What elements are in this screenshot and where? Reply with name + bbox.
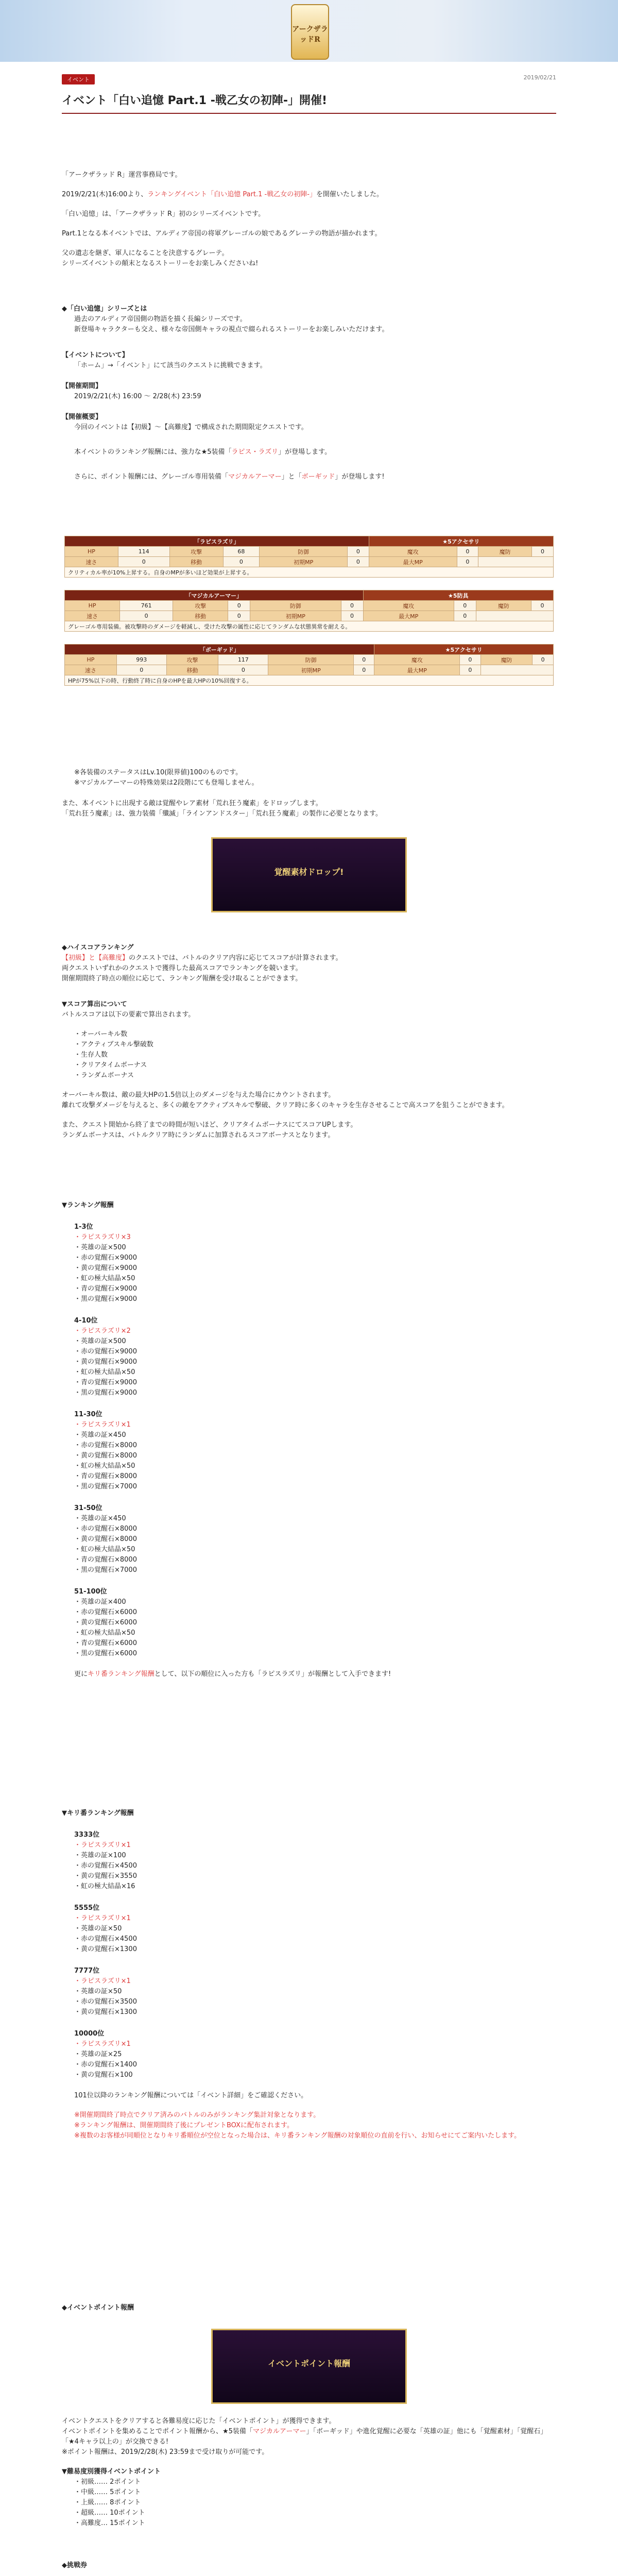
stat-item-type: ★5防具 bbox=[363, 590, 553, 601]
stat-cell: 防御 bbox=[250, 601, 341, 611]
bogid-link[interactable]: ボーギッド bbox=[301, 473, 335, 481]
rank-reward-item: ・英雄の証×500 bbox=[74, 1244, 126, 1251]
event-point-l2-hl[interactable]: マジカルアーマー bbox=[252, 2428, 306, 2435]
highscore-l1-post: のクエストでは、バトルのクリア内容に応じてスコアが計算されます。 bbox=[129, 954, 342, 962]
stat-cell: 攻撃 bbox=[169, 547, 223, 557]
stat-cell: 速さ bbox=[65, 611, 120, 621]
rank-reward-item: ・黄の覚醒石×3550 bbox=[74, 1872, 137, 1880]
drop-banner[interactable] bbox=[211, 837, 407, 912]
rank-reward-item: ・黒の覚醒石×9000 bbox=[74, 1295, 137, 1303]
rank-accent-reward: ・ラピスラズリ×2 bbox=[74, 1327, 131, 1335]
score-calc-d4: ランダムボーナスは、バトルクリア時にランダムに加算されるスコアボーナスとなります。 bbox=[62, 1131, 335, 1139]
material-note-l1: また、本イベントに出現する敵は覚醒やレア素材「荒れ狂う魔素」をドロップします。 bbox=[62, 800, 322, 807]
rank-reward-item: ・黄の覚醒石×8000 bbox=[74, 1535, 137, 1543]
material-note bbox=[62, 799, 556, 819]
stat-cell: 0 bbox=[218, 665, 268, 675]
rank-reward-item: ・赤の覚醒石×9000 bbox=[74, 1348, 137, 1355]
stat-cell: 魔攻 bbox=[374, 655, 460, 665]
score-calc-d3: また、クエスト開始から終了までの時間が短いほど、クリアタイムボーナスにてスコアUPします。 bbox=[62, 1121, 357, 1129]
stat-cell: 攻撃 bbox=[173, 601, 228, 611]
rank-label: 7777位 bbox=[74, 1967, 100, 1975]
stat-cell: 0 bbox=[116, 665, 166, 675]
kiriban-heading: ▼キリ番ランキング報酬 bbox=[62, 1809, 134, 1817]
score-calc-d2: 離れて攻撃ダメージを与えると、多くの敵をアクティブスキルで撃破、クリア時に多くのキャラを生存させることで高スコアを狙うことができます。 bbox=[62, 1101, 509, 1109]
point-reward-banner[interactable] bbox=[211, 2329, 407, 2404]
rank-reward-item: ・英雄の証×500 bbox=[74, 1337, 126, 1345]
point-row: ・中級…… 5ポイント bbox=[74, 2488, 141, 2496]
lapis-link[interactable]: ラピス・ラズリ bbox=[231, 448, 279, 456]
rank-reward-item: ・黒の覚醒石×6000 bbox=[74, 1650, 137, 1657]
announce-post: を開催いたしました。 bbox=[316, 191, 383, 198]
stat-empty-cell bbox=[476, 611, 553, 621]
rank-accent-reward: ・ラピスラズリ×1 bbox=[74, 1914, 131, 1922]
stat-note-1: ※各装備のステータスはLv.10(限界値)100のものです。 bbox=[74, 769, 243, 776]
site-header bbox=[0, 0, 618, 62]
stat-table bbox=[64, 536, 554, 578]
score-factor-item: ・ランダムボーナス bbox=[74, 1072, 134, 1079]
rank-label: 31-50位 bbox=[74, 1504, 102, 1512]
event-about-text: 「ホーム」→「イベント」にて該当のクエストに挑戦できます。 bbox=[74, 362, 267, 369]
stat-cell: 0 bbox=[228, 611, 250, 621]
rank-reward-item: ・黄の覚醒石×9000 bbox=[74, 1358, 137, 1366]
announce-pre: 2019/2/21(木)16:00より、 bbox=[62, 191, 148, 198]
stat-cell: HP bbox=[65, 601, 120, 611]
rank-reward-item: ・虹の極大結晶×50 bbox=[74, 1546, 135, 1553]
score-factor-list bbox=[62, 1029, 556, 1081]
overview-l3 bbox=[62, 472, 556, 482]
kiriban-w1: ※開催期間終了時点でクリア済みのバトルのみがランキング集計対象となります。 bbox=[74, 2111, 320, 2119]
series-line: 「白い追憶」は、「アークザラッド R」初のシリーズイベントです。 bbox=[62, 210, 265, 218]
event-point-l3: ※ポイント報酬は、2019/2/28(木) 23:59まで受け取りが可能です。 bbox=[62, 2448, 269, 2456]
rank-reward-item: ・黄の覚醒石×6000 bbox=[74, 1619, 137, 1626]
kiriban-rewards bbox=[62, 1808, 556, 2141]
ranking-foot-post: として、以下の順位に入った方も「ラピスラズリ」が報酬として入手できます! bbox=[154, 1670, 391, 1678]
score-factor-item: ・生存人数 bbox=[74, 1051, 108, 1059]
period-block bbox=[62, 381, 556, 402]
overview-l3-post: 」が登場します! bbox=[335, 473, 385, 481]
intro-block bbox=[62, 170, 556, 269]
rank-reward-item: ・黒の覚醒石×7000 bbox=[74, 1566, 137, 1574]
stat-cell: 117 bbox=[218, 655, 268, 665]
rank-reward-item: ・英雄の証×50 bbox=[74, 1988, 122, 1995]
magical-armor-link[interactable]: マジカルアーマー bbox=[228, 473, 282, 481]
post-date: 2019/02/21 bbox=[523, 74, 556, 81]
rank-reward-item: ・赤の覚醒石×4500 bbox=[74, 1862, 137, 1870]
rank-accent-reward: ・ラピスラズリ×1 bbox=[74, 2040, 131, 2048]
stat-cell: 0 bbox=[354, 665, 374, 675]
rank-reward-item: ・黒の覚醒石×9000 bbox=[74, 1389, 137, 1397]
point-row: ・上級…… 8ポイント bbox=[74, 2499, 141, 2506]
stat-cell: 防御 bbox=[260, 547, 348, 557]
ranking-foot bbox=[62, 1669, 556, 1680]
stat-item-type: ★5アクセサリ bbox=[374, 645, 554, 655]
highscore-l1 bbox=[62, 953, 556, 963]
stat-item-name: 「ボーギッド」 bbox=[65, 645, 374, 655]
game-logo[interactable] bbox=[291, 4, 329, 60]
rank-reward-item: ・青の覚醒石×8000 bbox=[74, 1556, 137, 1564]
rank-reward-item: ・英雄の証×450 bbox=[74, 1431, 126, 1439]
stat-cell: 0 bbox=[532, 547, 554, 557]
rank-label: 51-100位 bbox=[74, 1588, 107, 1596]
overview-l3-pre: さらに、ポイント報酬には、グレーゴル専用装備「 bbox=[74, 473, 229, 481]
stat-cell: 魔防 bbox=[478, 547, 532, 557]
event-name-link[interactable]: ランキングイベント「白い追憶 Part.1 -戦乙女の初陣-」 bbox=[147, 191, 316, 198]
stat-cell: 魔防 bbox=[476, 601, 531, 611]
stat-effect-note: HPが75%以下の時、行動終了時に自身のHPを最大HPの10%回復する。 bbox=[65, 675, 554, 686]
rank-reward-item: ・虹の極大結晶×50 bbox=[74, 1629, 135, 1637]
point-row: ・高難度… 15ポイント bbox=[74, 2519, 145, 2527]
rank-label: 1-3位 bbox=[74, 1223, 93, 1231]
kiriban-w3: ※複数のお客様が同順位となりキリ番順位が空位となった場合は、キリ番ランキング報酬の対象順位の直前を行い、お知らせにてご案内いたします。 bbox=[74, 2132, 521, 2140]
stat-cell: 0 bbox=[228, 601, 250, 611]
material-note-l2: 「荒れ狂う魔素」は、強力装備「殲滅」「ラインアンドスター」「荒れ狂う魔素」の製作に必要となります。 bbox=[62, 810, 382, 818]
drop-banner-text: 覚醒素材ドロップ! bbox=[274, 867, 344, 877]
stat-cell: 993 bbox=[116, 655, 166, 665]
rank-reward-item: ・英雄の証×400 bbox=[74, 1598, 126, 1606]
rank-accent-reward: ・ラピスラズリ×3 bbox=[74, 1233, 131, 1241]
stat-note-2: ※マジカルアーマーの特殊効果は2段階にても登場しません。 bbox=[74, 779, 259, 787]
event-point-l2-post: 」「ボーギッド」や進化覚醒に必要な「英雄の証」他にも「覚醒素材」「覚醒石」「★4キャラ以上の」が交換できる! bbox=[62, 2428, 547, 2446]
stat-cell: 最大MP bbox=[363, 611, 454, 621]
rank-reward-item: ・虹の極大結晶×50 bbox=[74, 1275, 135, 1282]
part-line-3: シリーズイベントの顛末となるストーリーをお楽しみくださいね! bbox=[62, 260, 259, 267]
stat-empty-cell bbox=[480, 665, 553, 675]
stat-cell: 防御 bbox=[268, 655, 354, 665]
kiriban-w2: ※ランキング報酬は、開催期間終了後にプレゼントBOXに配布されます。 bbox=[74, 2122, 294, 2129]
overview-heading: 【開催概要】 bbox=[62, 413, 102, 421]
event-point-l2 bbox=[62, 2427, 556, 2447]
stat-cell: 114 bbox=[118, 547, 169, 557]
event-point-l2-pre: イベントポイントを集めることでポイント報酬から、★5装備「 bbox=[62, 2428, 253, 2435]
stat-cell: 初期MP bbox=[250, 611, 341, 621]
rank-reward-item: ・赤の覚醒石×8000 bbox=[74, 1525, 137, 1533]
challenge-heading: ◆挑戦券 bbox=[62, 2562, 87, 2569]
rank-reward-item: ・赤の覚醒石×8000 bbox=[74, 1442, 137, 1449]
stat-cell: 初期MP bbox=[260, 557, 348, 567]
article-meta bbox=[62, 72, 556, 84]
stat-cell: 0 bbox=[457, 557, 478, 567]
highscore-heading: ◆ハイスコアランキング bbox=[62, 944, 134, 952]
rank-reward-item: ・青の覚醒石×8000 bbox=[74, 1472, 137, 1480]
stat-cell: 0 bbox=[341, 611, 363, 621]
stat-cell: 魔攻 bbox=[369, 547, 457, 557]
rank-reward-item: ・青の覚醒石×9000 bbox=[74, 1379, 137, 1386]
highscore-l3: 開催期間終了時点の順位に応じて、ランキング報酬を受け取ることができます。 bbox=[62, 975, 302, 982]
stat-cell: 0 bbox=[341, 601, 363, 611]
point-banner-text: イベントポイント報酬 bbox=[267, 2359, 350, 2368]
stat-cell: 速さ bbox=[65, 665, 117, 675]
rank-reward-item: ・虹の極大結晶×16 bbox=[74, 1883, 135, 1890]
rank-accent-reward: ・ラピスラズリ×1 bbox=[74, 1977, 131, 1985]
stat-cell: 魔防 bbox=[480, 655, 533, 665]
part-line-1: Part.1となる本イベントでは、アルディア帝国の将軍グレーゴルの娘であるグレーテの物語が描かれます。 bbox=[62, 230, 382, 238]
ranking-group-list bbox=[62, 1222, 556, 1659]
event-point-block bbox=[62, 2416, 556, 2529]
stat-cell: HP bbox=[65, 547, 118, 557]
rank-label: 3333位 bbox=[74, 1831, 100, 1839]
stat-cell: 0 bbox=[354, 655, 374, 665]
overview-l2-post: 」が登場します。 bbox=[278, 448, 332, 456]
event-point-sub: ▼難易度別獲得イベントポイント bbox=[62, 2468, 161, 2476]
stat-cell: 速さ bbox=[65, 557, 118, 567]
rank-accent-reward: ・ラピスラズリ×1 bbox=[74, 1421, 131, 1429]
ranking-foot-hl: キリ番ランキング報酬 bbox=[88, 1670, 154, 1678]
event-about bbox=[62, 350, 556, 371]
highscore-block bbox=[62, 943, 556, 984]
stat-cell: 魔攻 bbox=[363, 601, 454, 611]
event-about-heading: 【イベントについて】 bbox=[62, 351, 129, 359]
overview-l1: 今回のイベントは【初級】〜【高難度】で構成された期間限定クエストです。 bbox=[74, 423, 308, 431]
stat-effect-note: クリティカル率が10%上昇する。自身のMPが多いほど効果が上昇する。 bbox=[65, 567, 554, 578]
ranking-foot-pre: 更に bbox=[74, 1670, 88, 1678]
rank-reward-item: ・青の覚醒石×6000 bbox=[74, 1639, 137, 1647]
overview-l3-mid: 」と「 bbox=[281, 473, 302, 481]
stat-cell: HP bbox=[65, 655, 117, 665]
stat-cell: 最大MP bbox=[374, 665, 460, 675]
event-point-heading-wrap bbox=[62, 2303, 556, 2313]
stat-cell: 0 bbox=[118, 557, 169, 567]
category-badge: イベント bbox=[62, 74, 95, 84]
rank-reward-item: ・赤の覚醒石×6000 bbox=[74, 1608, 137, 1616]
score-calc-heading: ▼スコア算出について bbox=[62, 1001, 127, 1008]
stat-cell: 0 bbox=[460, 655, 480, 665]
rank-reward-item: ・黄の覚醒石×1300 bbox=[74, 1945, 137, 1953]
equipment-stat-tables bbox=[62, 536, 556, 698]
rank-reward-item: ・黄の覚醒石×100 bbox=[74, 2071, 133, 2079]
stat-cell: 初期MP bbox=[268, 665, 354, 675]
stat-cell: 最大MP bbox=[369, 557, 457, 567]
event-point-heading: ◆イベントポイント報酬 bbox=[62, 2304, 134, 2312]
score-factor-item: ・クリアタイムボーナス bbox=[74, 1061, 147, 1069]
rank-reward-item: ・黄の覚醒石×1300 bbox=[74, 2008, 137, 2016]
rank-reward-item: ・虹の極大結晶×50 bbox=[74, 1462, 135, 1470]
score-calc-block bbox=[62, 999, 556, 1141]
kiriban-group-list bbox=[62, 1830, 556, 2080]
stat-cell: 0 bbox=[223, 557, 260, 567]
rank-reward-item: ・英雄の証×100 bbox=[74, 1852, 126, 1859]
period-heading: 【開催期間】 bbox=[62, 382, 102, 390]
stat-cell: 0 bbox=[348, 557, 369, 567]
period-text: 2019/2/21(木) 16:00 〜 2/28(木) 23:59 bbox=[74, 393, 201, 400]
series-about-l2: 新登場キャラクターも交え、様々な帝国側キャラの視点で綴られるストーリーをお楽しみいただけます。 bbox=[74, 326, 389, 333]
stat-cell: 68 bbox=[223, 547, 260, 557]
rank-reward-item: ・英雄の証×50 bbox=[74, 1925, 122, 1933]
part-line-2: 父の遺志を継ぎ、軍人になることを決意するグレーテ。 bbox=[62, 249, 229, 257]
stat-cell: 移動 bbox=[166, 665, 218, 675]
rank-reward-item: ・英雄の証×25 bbox=[74, 2050, 122, 2058]
rank-reward-item: ・黒の覚醒石×7000 bbox=[74, 1483, 137, 1490]
score-factor-item: ・オーバーキル数 bbox=[74, 1030, 128, 1038]
rank-accent-reward: ・ラピスラズリ×1 bbox=[74, 1841, 131, 1849]
stat-table bbox=[64, 644, 554, 686]
series-about bbox=[62, 304, 556, 335]
stat-item-type: ★5アクセサリ bbox=[369, 536, 553, 547]
rank-reward-item: ・赤の覚醒石×4500 bbox=[74, 1935, 137, 1943]
announce-line bbox=[62, 190, 556, 200]
event-point-l1: イベントクエストをクリアすると各難易度に応じた「イベントポイント」が獲得できます。 bbox=[62, 2417, 336, 2425]
stat-cell: 0 bbox=[454, 601, 476, 611]
stat-cell: 0 bbox=[454, 611, 476, 621]
stat-notes bbox=[62, 768, 556, 788]
stat-effect-note: グレーゴル専用装備。被攻撃時のダメージを軽減し、受けた攻撃の属性に応じてランダムな状態異常を耐える。 bbox=[65, 621, 554, 632]
score-calc-intro: バトルスコアは以下の要素で算出されます。 bbox=[62, 1011, 195, 1019]
rank-reward-item: ・黄の覚醒石×8000 bbox=[74, 1452, 137, 1460]
challenge-heading-wrap bbox=[62, 2561, 556, 2571]
rank-reward-item: ・黄の覚醒石×9000 bbox=[74, 1264, 137, 1272]
rank-label: 4-10位 bbox=[74, 1317, 98, 1325]
stat-cell: 移動 bbox=[169, 557, 223, 567]
point-row: ・超級…… 10ポイント bbox=[74, 2509, 145, 2517]
rank-label: 10000位 bbox=[74, 2030, 105, 2038]
highscore-l1-hl: 【初級】と【高難度】 bbox=[62, 954, 129, 962]
rank-reward-item: ・赤の覚醒石×9000 bbox=[74, 1254, 137, 1262]
rank-reward-item: ・青の覚醒石×9000 bbox=[74, 1285, 137, 1293]
stat-cell: 0 bbox=[531, 601, 553, 611]
ranking-rewards bbox=[62, 1200, 556, 1680]
kiriban-f1: 101位以降のランキング報酬については「イベント詳細」をご確認ください。 bbox=[74, 2092, 308, 2099]
rank-reward-item: ・赤の覚醒石×3500 bbox=[74, 1998, 137, 2006]
logo-text: アークザラッドR bbox=[292, 25, 328, 44]
stat-cell: 0 bbox=[348, 547, 369, 557]
stat-item-name: 「マジカルアーマー」 bbox=[65, 590, 364, 601]
series-about-l1: 過去のアルディア帝国側の物語を描く長編シリーズです。 bbox=[74, 315, 247, 323]
highscore-l2: 両クエストいずれかのクエストで獲得した最高スコアでランキングを競います。 bbox=[62, 964, 302, 972]
stat-cell: 移動 bbox=[173, 611, 228, 621]
score-factor-item: ・アクティブスキル撃破数 bbox=[74, 1041, 153, 1048]
stat-cell: 761 bbox=[120, 601, 173, 611]
article bbox=[62, 72, 556, 2569]
greeting: 「アークザラッド R」運営事務局です。 bbox=[62, 171, 182, 179]
overview-l2 bbox=[62, 447, 556, 457]
stat-cell: 攻撃 bbox=[166, 655, 218, 665]
stat-empty-cell bbox=[478, 557, 554, 567]
overview-block bbox=[62, 412, 556, 482]
rank-label: 5555位 bbox=[74, 1904, 100, 1912]
ranking-heading: ▼ランキング報酬 bbox=[62, 1201, 114, 1209]
series-about-heading: ◆「白い追憶」シリーズとは bbox=[62, 305, 147, 313]
stat-item-name: 「ラピスラズリ」 bbox=[65, 536, 369, 547]
stat-cell: 0 bbox=[533, 655, 554, 665]
stat-cell: 0 bbox=[460, 665, 480, 675]
rank-label: 11-30位 bbox=[74, 1411, 102, 1418]
rank-reward-item: ・赤の覚醒石×1400 bbox=[74, 2061, 137, 2069]
rank-reward-item: ・英雄の証×450 bbox=[74, 1515, 126, 1522]
stat-cell: 0 bbox=[120, 611, 173, 621]
points-by-difficulty bbox=[62, 2477, 556, 2529]
stat-cell: 0 bbox=[457, 547, 478, 557]
point-row: ・初級…… 2ポイント bbox=[74, 2478, 141, 2486]
article-title: イベント「白い追憶 Part.1 -戦乙女の初陣-」開催! bbox=[62, 92, 556, 114]
score-calc-d1: オーバーキル数は、敵の最大HPの1.5倍以上のダメージを与えた場合にカウントされます。 bbox=[62, 1091, 335, 1099]
stat-table bbox=[64, 590, 554, 632]
overview-l2-pre: 本イベントのランキング報酬には、強力な★5装備「 bbox=[74, 448, 232, 456]
rank-reward-item: ・虹の極大結晶×50 bbox=[74, 1368, 135, 1376]
